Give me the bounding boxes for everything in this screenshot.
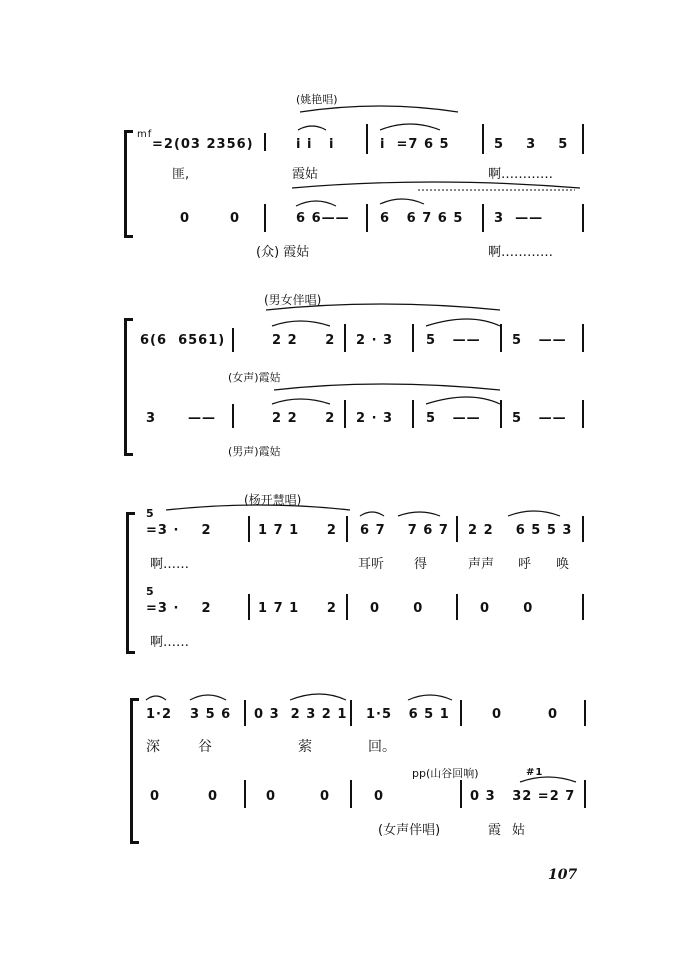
s3-bot-m3: 0 0 [370,601,424,616]
s2-bot-m3: 2 · 3 [356,411,394,426]
page-number: 107 [548,867,578,883]
s1-top-lyric: 霞姑 [292,167,319,182]
s1-bot-lyric: (众) 霞姑 [256,245,310,260]
s4-bot-m4: 0 3 32 =2 7 [470,789,576,804]
s3-top-lyric: 唤 [556,557,570,572]
s4-bot-note: 0 [320,789,331,804]
s4-top-note: 0 [548,707,559,722]
s4-annotation: pp(山谷回响) [412,767,479,780]
s3-top-m2: 1 7 1 2 [258,523,337,538]
s3-top-lyric: 得 [414,557,428,572]
s1-dynamic: mf [137,129,153,140]
s1-bot-lyric: 啊………… [488,245,554,260]
s3-top-m4: 2 2 6 5 5 3 [468,523,573,538]
s2-top-m5: 5 —— [512,333,567,348]
s4-bot-lyric: 姑 [512,823,526,838]
s2-bot-m4: 5 —— [426,411,481,426]
s4-bot-lyric: 霞 [488,823,502,838]
s1-top-lyric: 啊………… [488,167,554,182]
s3-top-grace: 5 [146,507,155,520]
s1-top-m1: =2(03 2356) [152,137,254,152]
s4-top-note: 3 5 6 [190,707,232,722]
s2-top-m4: 5 —— [426,333,481,348]
system3-performer: (杨开慧唱) [244,493,302,507]
s3-bot-m4: 0 0 [480,601,534,616]
s3-bot-grace: 5 [146,585,155,598]
s1-bot-m3: 6 6 7 6 5 [380,211,464,226]
s2-bot-note: 3 [146,411,157,426]
s2-top-lyric: (女声)霞姑 [228,371,281,384]
s2-top-m3: 2 · 3 [356,333,394,348]
s4-top-lyric: 谷 [198,739,212,755]
s1-top-m3: i =7 6 5 [380,137,450,152]
s3-top-m3: 6 7 7 6 7 [360,523,449,538]
s4-top-m2: 0 3 2 3 2 1 [254,707,348,722]
s3-top-lyric: 呼 [518,557,532,572]
s2-top-m1: 6(6 6561) [140,333,226,348]
s4-bot-note: 0 [266,789,277,804]
s1-top-m4: 5 3 5 [494,137,569,152]
s1-bot-note: 0 [230,211,241,226]
system1-performer: (姚艳唱) [296,93,338,106]
s1-bot-m2: 6 6—— [296,211,350,226]
s4-top-lyric: 回。 [368,739,396,755]
s2-bot-m2: 2 2 2 [272,411,336,426]
s4-sharp-mark: #1 [526,767,544,778]
s3-top-lyric: 耳听 [358,557,385,572]
s2-bot-note: —— [188,411,216,426]
s3-bot-m1: =3 · 2 [146,601,212,616]
s4-top-note: 1·2 [146,707,173,722]
s4-bot-note: 0 [374,789,385,804]
s1-bot-note: 0 [180,211,191,226]
s1-bot-m4: 3 —— [494,211,544,226]
s1-top-m2: i i i [296,137,335,152]
s1-top-lyric: 匪, [172,167,190,182]
s4-top-lyric: 萦 [298,739,312,755]
s4-bot-lyric: (女声伴唱) [378,823,441,838]
s2-bot-lyric: (男声)霞姑 [228,445,281,458]
system2-performer: (男女伴唱) [264,293,322,307]
s2-top-m2: 2 2 2 [272,333,336,348]
s3-bot-lyric: 啊…… [150,635,190,650]
s4-bot-note: 0 [150,789,161,804]
s3-bot-m2: 1 7 1 2 [258,601,337,616]
s3-top-lyric: 啊…… [150,557,190,572]
s3-top-m1: =3 · 2 [146,523,212,538]
s3-top-lyric: 声声 [468,557,495,572]
s4-top-lyric: 深 [146,739,160,755]
s2-bot-m5: 5 —— [512,411,567,426]
s4-top-note: 0 [492,707,503,722]
s4-top-m3: 1·5 6 5 1 [366,707,450,722]
s4-bot-note: 0 [208,789,219,804]
